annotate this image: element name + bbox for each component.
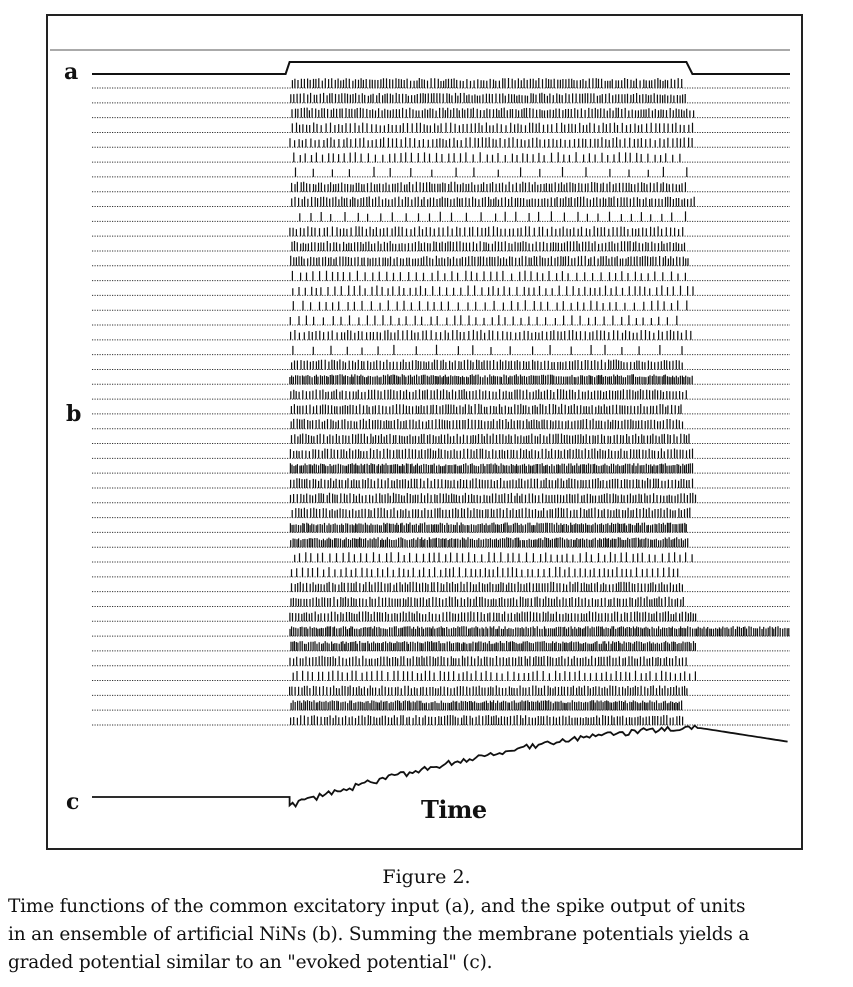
spike-train	[292, 108, 694, 118]
spike-train	[290, 656, 686, 666]
spike-train	[290, 522, 686, 532]
spike-train	[290, 626, 789, 636]
spike-train	[290, 611, 696, 621]
caption-line: in an ensemble of artificial NiNs (b). Summing the membrane potentials yields a	[8, 924, 750, 945]
spike-train	[290, 463, 692, 473]
spike-train	[291, 389, 687, 399]
x-axis-label: Time	[421, 795, 487, 824]
spike-train	[292, 241, 685, 251]
spike-train	[291, 419, 682, 429]
spike-train	[290, 374, 692, 384]
spike-train	[292, 567, 678, 577]
caption-line: graded potential similar to an "evoked potential" (c).	[8, 952, 493, 973]
spike-train	[292, 182, 686, 192]
spike-train	[291, 715, 683, 725]
panel-label-b: b	[66, 401, 82, 427]
spike-train	[293, 300, 687, 310]
spike-train	[292, 123, 692, 133]
spike-train	[293, 286, 693, 296]
spike-train	[291, 641, 695, 651]
spike-train	[300, 211, 686, 221]
spike-train	[294, 152, 680, 162]
spike-train	[293, 345, 682, 355]
spike-train	[291, 330, 691, 340]
spike-train	[292, 434, 690, 444]
spike-train	[292, 360, 683, 370]
spike-train	[292, 197, 695, 207]
spike-train	[292, 78, 681, 88]
spike-train	[292, 508, 690, 518]
spike-train	[291, 700, 681, 710]
caption-body	[8, 893, 848, 977]
spike-train	[292, 271, 685, 281]
caption-title: Figure 2.	[382, 866, 471, 888]
spike-train	[291, 256, 688, 266]
spike-train	[291, 93, 685, 103]
spike-train	[290, 315, 677, 325]
panel-label-a: a	[64, 59, 79, 85]
spike-train	[290, 226, 683, 236]
spike-train	[291, 597, 683, 607]
spike-train	[295, 552, 692, 562]
spike-train	[291, 493, 696, 503]
spike-train	[290, 137, 692, 147]
panel-label-c: c	[66, 789, 80, 815]
caption-line: Time functions of the common excitatory input (a), and the spike output of units	[8, 896, 746, 917]
spike-train	[292, 582, 683, 592]
spike-train	[291, 478, 693, 488]
spike-train	[290, 685, 687, 695]
input-trace-a	[92, 62, 790, 74]
spike-train	[291, 404, 681, 414]
spike-train	[290, 448, 692, 458]
raster-b	[92, 78, 790, 725]
spike-train	[291, 537, 688, 547]
spike-train	[293, 671, 695, 681]
spike-train	[296, 167, 687, 177]
